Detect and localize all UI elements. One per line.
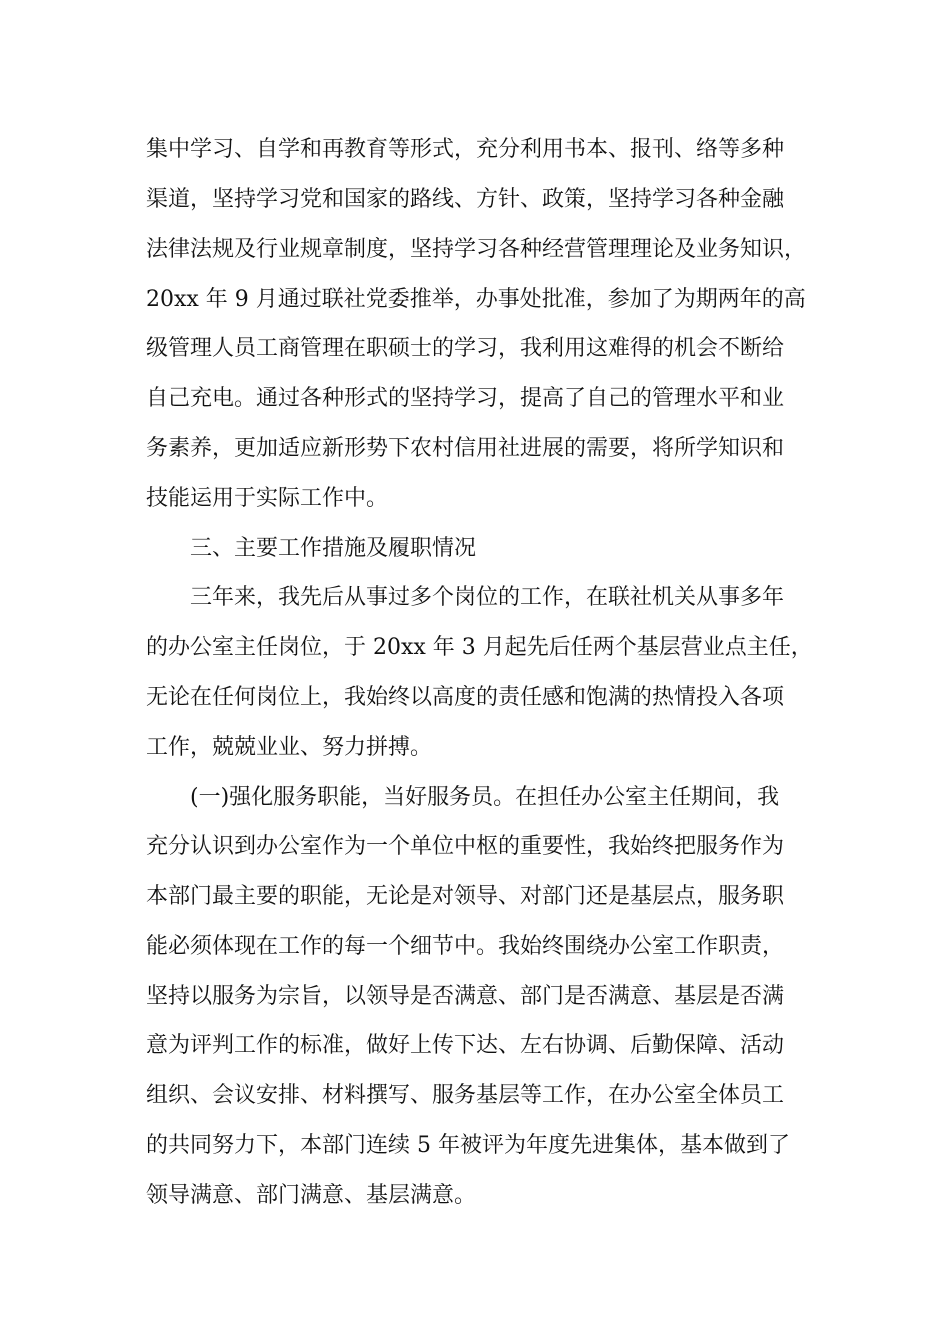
section-heading: 三、主要工作措施及履职情况 xyxy=(190,536,477,561)
text-line: 工作，兢兢业业、努力拼搏。 xyxy=(146,735,433,760)
text-line: 意为评判工作的标准，做好上传下达、左右协调、后勤保障、活动 xyxy=(146,1033,785,1058)
text-line: 坚持以服务为宗旨，以领导是否满意、部门是否满意、基层是否满 xyxy=(146,984,785,1009)
text-line: 法律法规及行业规章制度，坚持学习各种经营管理理论及业务知识， xyxy=(146,237,807,262)
text-line: 级管理人员工商管理在职硕士的学习，我利用这难得的机会不断给 xyxy=(146,336,785,361)
text-line: 务素养，更加适应新形势下农村信用社进展的需要，将所学知识和 xyxy=(146,436,785,461)
text-line: (一)强化服务职能，当好服务员。在担任办公室主任期间，我 xyxy=(190,785,780,810)
text-line: 渠道，坚持学习党和国家的路线、方针、政策，坚持学习各种金融 xyxy=(146,187,785,212)
text-line: 20xx 年 9 月通过联社党委推举，办事处批准，参加了为期两年的高 xyxy=(146,287,806,312)
text-line: 集中学习、自学和再教育等形式，充分利用书本、报刊、络等多种 xyxy=(146,137,785,162)
text-line: 本部门最主要的职能，无论是对领导、对部门还是基层点，服务职 xyxy=(146,884,785,909)
text-line: 无论在任何岗位上，我始终以高度的责任感和饱满的热情投入各项 xyxy=(146,685,785,710)
text-line: 充分认识到办公室作为一个单位中枢的重要性，我始终把服务作为 xyxy=(146,834,785,859)
text-line: 自己充电。通过各种形式的坚持学习，提高了自己的管理水平和业 xyxy=(146,386,785,411)
text-line: 领导满意、部门满意、基层满意。 xyxy=(146,1183,477,1208)
text-line: 组织、会议安排、材料撰写、服务基层等工作，在办公室全体员工 xyxy=(146,1083,785,1108)
text-line: 的办公室主任岗位，于 20xx 年 3 月起先后任两个基层营业点主任， xyxy=(146,635,813,660)
text-line: 能必须体现在工作的每一个细节中。我始终围绕办公室工作职责， xyxy=(146,934,785,959)
text-line: 技能运用于实际工作中。 xyxy=(146,486,389,511)
text-line: 的共同努力下，本部门连续 5 年被评为年度先进集体，基本做到了 xyxy=(146,1133,790,1158)
text-line: 三年来，我先后从事过多个岗位的工作，在联社机关从事多年 xyxy=(190,585,785,610)
